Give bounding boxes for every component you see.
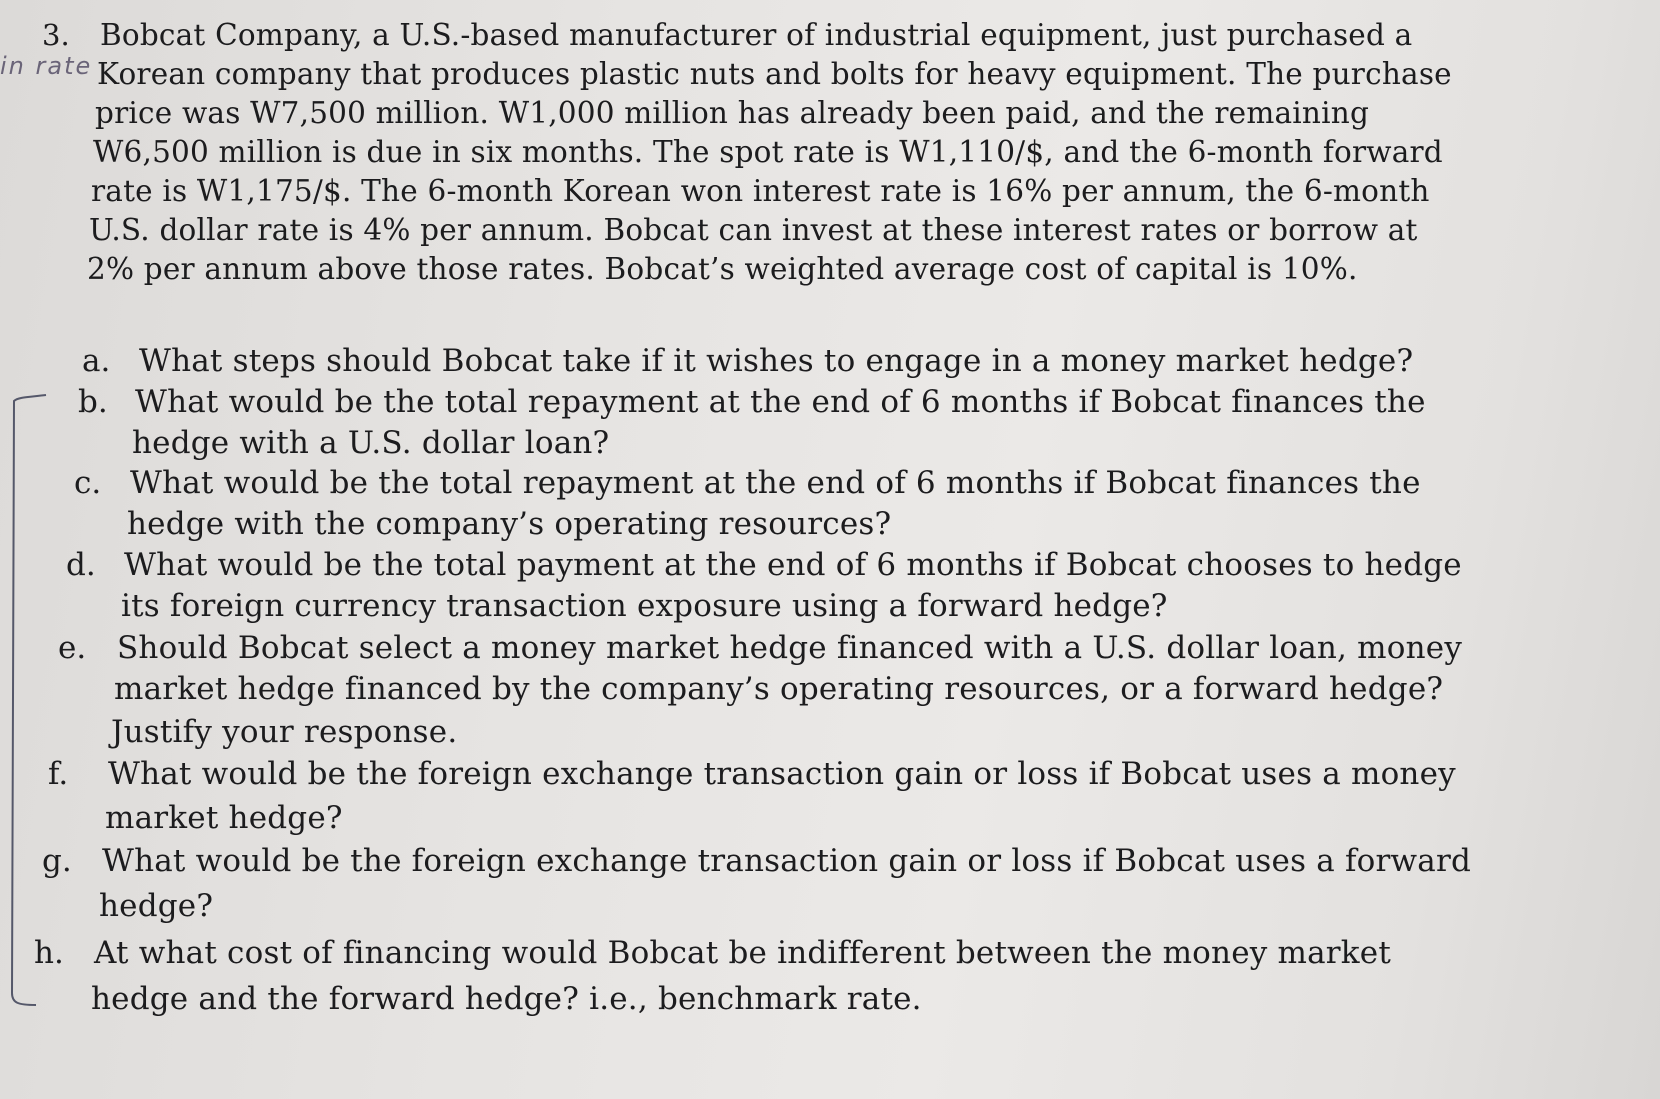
question-label-h: h.	[34, 935, 64, 971]
question-label-f: f.	[48, 756, 69, 792]
question-c-text: What would be the total repayment at the end of 6 months if Bobcat finances the	[130, 465, 1421, 501]
problem-stem-line: Korean company that produces plastic nuts and bolts for heavy equipment. The purchase	[97, 57, 1452, 91]
problem-stem-line: Bobcat Company, a U.S.-based manufacturer of industrial equipment, just purchased a	[100, 18, 1413, 52]
question-b-text: What would be the total repayment at the end of 6 months if Bobcat finances the	[135, 384, 1426, 420]
handwritten-bracket	[8, 393, 48, 1011]
question-g-text: What would be the foreign exchange transaction gain or loss if Bobcat uses a forward	[102, 843, 1472, 879]
problem-stem-line: rate is W1,175/$. The 6-month Korean won interest rate is 16% per annum, the 6-month	[91, 174, 1430, 208]
question-label-g: g.	[42, 843, 72, 879]
question-label-d: d.	[66, 547, 96, 583]
problem-stem-line: 2% per annum above those rates. Bobcat’s weighted average cost of capital is 10%.	[87, 252, 1358, 286]
question-f-text: What would be the foreign exchange transaction gain or loss if Bobcat uses a money	[108, 756, 1456, 792]
question-label-c: c.	[74, 465, 102, 501]
question-label-e: e.	[58, 630, 87, 666]
question-g-text: hedge?	[99, 888, 214, 924]
question-f-text: market hedge?	[105, 800, 343, 836]
question-e-text: Justify your response.	[111, 714, 458, 750]
question-label-a: a.	[82, 343, 111, 379]
question-d-text: its foreign currency transaction exposure using a forward hedge?	[121, 588, 1168, 624]
question-b-text: hedge with a U.S. dollar loan?	[132, 425, 610, 461]
question-e-text: Should Bobcat select a money market hedge financed with a U.S. dollar loan, money	[117, 630, 1463, 666]
problem-stem-line: W6,500 million is due in six months. The spot rate is W1,110/$, and the 6-month forward	[93, 135, 1443, 169]
question-h-text: At what cost of financing would Bobcat be indifferent between the money market	[94, 935, 1391, 971]
question-h-text: hedge and the forward hedge? i.e., benchmark rate.	[91, 981, 922, 1017]
question-e-text: market hedge financed by the company’s operating resources, or a forward hedge?	[114, 671, 1444, 707]
question-c-text: hedge with the company’s operating resources?	[127, 506, 892, 542]
question-d-text: What would be the total payment at the end of 6 months if Bobcat chooses to hedge	[124, 547, 1462, 583]
handwritten-note: in rate	[0, 52, 93, 80]
question-label-b: b.	[78, 384, 108, 420]
question-a-text: What steps should Bobcat take if it wishes to engage in a money market hedge?	[139, 343, 1414, 379]
problem-number: 3.	[42, 18, 70, 52]
problem-stem-line: price was W7,500 million. W1,000 million has already been paid, and the remaining	[95, 96, 1370, 130]
problem-stem-line: U.S. dollar rate is 4% per annum. Bobcat can invest at these interest rates or borrow at	[89, 213, 1418, 247]
